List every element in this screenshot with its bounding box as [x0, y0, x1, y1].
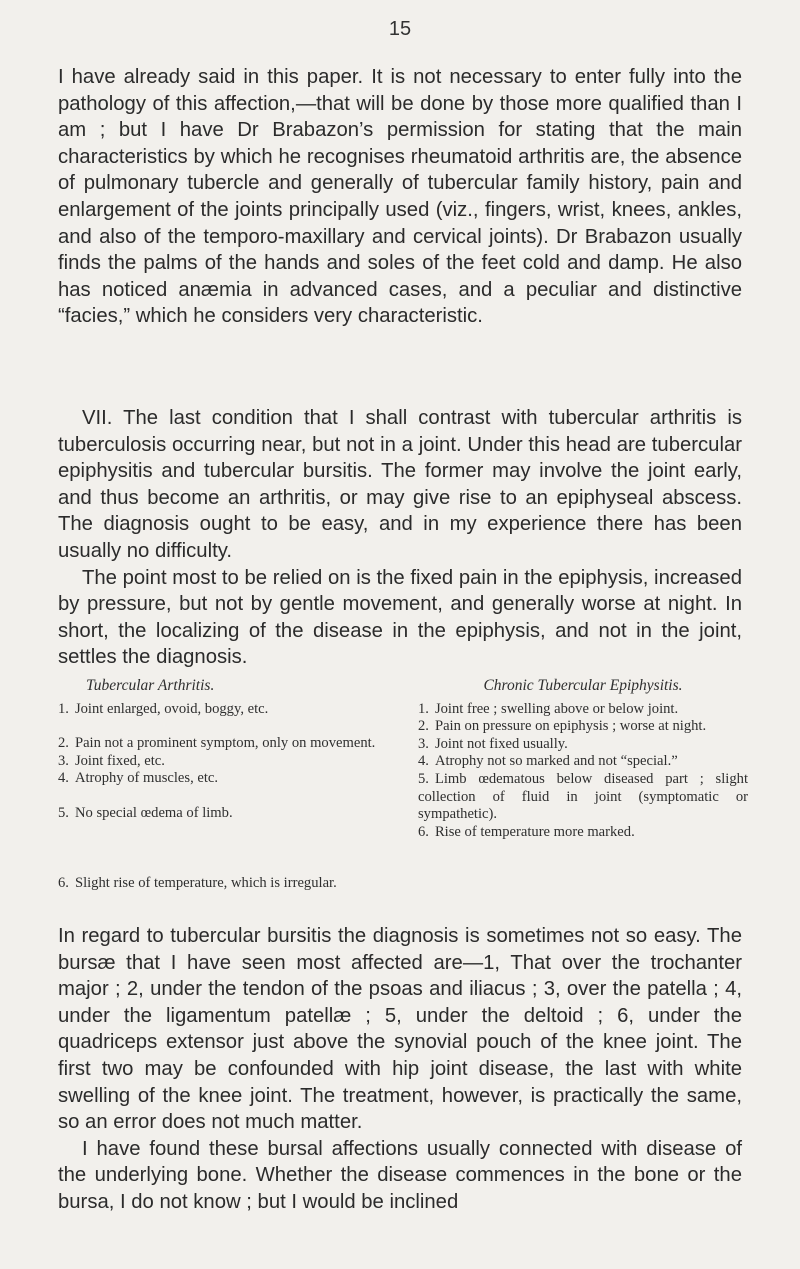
item-text: Pain not a prominent symptom, only on movement. [74, 735, 376, 752]
item-number: 5. [58, 804, 69, 821]
item-number: 4. [418, 753, 429, 770]
list-item [58, 875, 388, 893]
item-text: Atrophy of muscles, etc. [74, 770, 219, 787]
item-number: 2. [58, 735, 69, 752]
column-chronic-tubercular-epiphysitis [418, 677, 748, 892]
text-block-middle [58, 405, 742, 671]
item-text: Pain on pressure on epiphysis ; worse at night. [434, 718, 707, 735]
text-block-top [58, 64, 742, 330]
list-item [58, 735, 388, 753]
list-item [418, 771, 748, 824]
item-number: 6. [58, 874, 69, 891]
item-text: Atrophy not so marked and not “special.” [434, 753, 678, 770]
item-text: Limb œdematous below diseased part ; slight collection of fluid in joint (symptomatic or sympathetic). [418, 770, 748, 823]
list-item [58, 753, 388, 771]
list-item [418, 824, 748, 842]
list-item [418, 736, 748, 754]
item-number: 3. [418, 735, 429, 752]
item-number: 5. [418, 770, 429, 787]
list-item [418, 701, 748, 719]
item-number: 1. [418, 700, 429, 717]
paragraph: The point most to be relied on is the fixed pain in the epiphysis, increased by pressure, but not by gentle movement, and generally worse at night. In short, the localizing of the disease in the epiphysis, and not in the joint, settles the diagnosis. [58, 566, 742, 669]
item-text: Joint enlarged, ovoid, boggy, etc. [74, 700, 269, 717]
column-tubercular-arthritis [58, 677, 388, 892]
text-block-bottom [58, 923, 742, 1216]
list-item [418, 753, 748, 771]
item-text: Joint not fixed usually. [434, 735, 568, 752]
paragraph-bursitis: In regard to tubercular bursitis the diagnosis is sometimes not so easy. The bursæ that I have seen most affected are—1, That over the trochanter major ; 2, under the tendon of the psoas and iliacus ; 3, over the patella ; 4, under the ligamentum patellæ ; 5, under the deltoid ; 6, under the quadriceps extensor just above the synovial pouch of the knee joint. The first two may be confounded with hip joint disease, the last with white swelling of the knee joint. The treatment, however, is practically the same, so an error does not much matter. [58, 925, 742, 1134]
paragraph-section-vii: VII. The last condition that I shall contrast with tubercular arthritis is tuberculosis occurring near, but not in a joint. Under this head are tubercular epiphysitis and tubercular bursitis. The former may involve the joint early, and thus become an arthritis, or may give rise to an epiphyseal abscess. The diagnosis ought to be easy, and in my experience there has been usually no difficulty. [58, 407, 742, 562]
symptom-list [58, 701, 388, 893]
item-text: Joint fixed, etc. [74, 752, 165, 769]
item-number: 6. [418, 823, 429, 840]
item-number: 2. [418, 718, 429, 735]
column-heading: Chronic Tubercular Epiphysitis. [483, 677, 683, 694]
paragraph: I have found these bursal affections usually connected with disease of the underlying bone. Whether the disease commences in the bone or the bursa, I do not know ; but I would be inclined [58, 1137, 742, 1213]
item-number: 1. [58, 700, 69, 717]
item-text: Rise of temperature more marked. [434, 823, 635, 840]
item-number: 4. [58, 770, 69, 787]
list-item [418, 718, 748, 736]
list-item [58, 805, 388, 823]
column-heading: Tubercular Arthritis. [86, 677, 215, 694]
item-text: Joint free ; swelling above or below joint. [434, 700, 679, 717]
page-number: 15 [388, 18, 412, 40]
item-text: Slight rise of temperature, which is irregular. [74, 874, 337, 891]
comparison-table [58, 677, 748, 892]
item-number: 3. [58, 752, 69, 769]
paragraph: I have already said in this paper. It is not necessary to enter fully into the pathology of this affection,—that will be done by those more qualified than I am ; but I have Dr Brabazon’s permission for stating that the main characteristics by which he recognises rheumatoid arthritis are, the absence of pulmonary tubercle and generally of tubercular family history, pain and enlargement of the joints principally used (viz., fingers, wrist, knees, ankles, and also of the temporo-maxillary and cervical joints). Dr Brabazon usually finds the palms of the hands and soles of the feet cold and damp. He also has noticed anæmia in advanced cases, and a peculiar and distinctive “facies,” which he considers very characteristic. [58, 66, 742, 328]
item-text: No special œdema of limb. [74, 804, 233, 821]
symptom-list [418, 701, 748, 842]
list-item [58, 701, 388, 719]
list-item [58, 770, 388, 788]
